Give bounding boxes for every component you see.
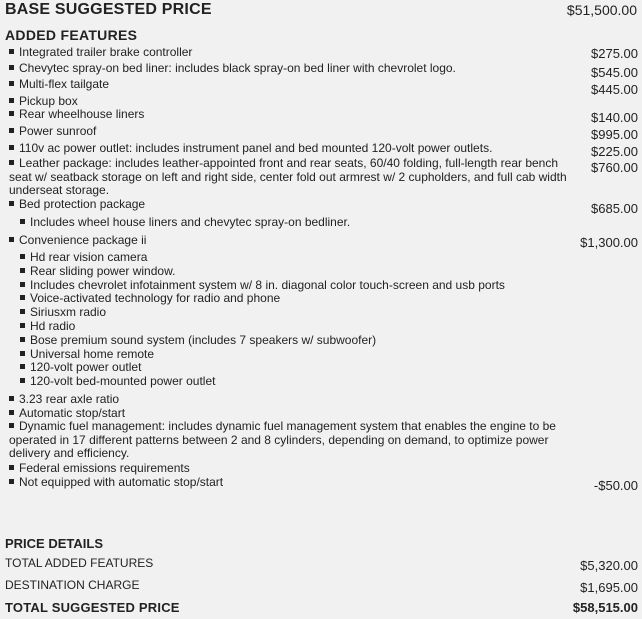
list-item: Includes chevrolet infotainment system w/ 8 in. diagonal color touch-screen and usb ports <box>20 279 570 293</box>
list-item: 120-volt bed-mounted power outlet <box>20 375 570 389</box>
bullet-icon <box>9 49 14 54</box>
list-item: Integrated trailer brake controller <box>9 46 575 60</box>
base-price-title: BASE SUGGESTED PRICE <box>5 1 212 18</box>
bullet-icon <box>9 98 14 103</box>
bullet-icon <box>9 410 14 415</box>
list-item: Convenience package ii <box>9 234 575 248</box>
bullet-icon <box>9 145 14 150</box>
list-item: Bose premium sound system (includes 7 speakers w/ subwoofer) <box>20 334 570 348</box>
list-item: Leather package: includes leather-appointed front and rear seats, 60/40 folding, full-length rear bench seat w/ seatback storage on left and right side, center fold out armrest w/ 2 cupholders, and full cab width underseat storage. <box>9 156 567 197</box>
total-suggested-price-label: TOTAL SUGGESTED PRICE <box>5 600 180 615</box>
item-price: $995.00 <box>591 127 638 142</box>
list-item: Voice-activated technology for radio and phone <box>20 292 570 306</box>
list-item: Bed protection package <box>9 198 575 212</box>
bullet-icon <box>9 111 14 116</box>
bullet-icon <box>20 268 25 273</box>
bullet-icon <box>9 465 14 470</box>
bullet-icon <box>20 378 25 383</box>
bullet-icon <box>20 295 25 300</box>
total-added-features-label: TOTAL ADDED FEATURES <box>5 556 154 570</box>
item-price: $275.00 <box>591 46 638 61</box>
destination-charge-value: $1,695.00 <box>580 580 638 595</box>
list-item: Hd radio <box>20 320 570 334</box>
bullet-icon <box>9 479 14 484</box>
bullet-icon <box>9 237 14 242</box>
list-item: Dynamic fuel management: includes dynamic fuel management system that enables the engine to be operated in 17 different patterns between 2 and 8 cylinders, depending on demand, to optimize power delivery and efficiency. <box>9 419 556 460</box>
list-item: Siriusxm radio <box>20 306 570 320</box>
added-features-title: ADDED FEATURES <box>5 27 138 43</box>
bullet-icon <box>20 219 25 224</box>
bullet-icon <box>20 364 25 369</box>
bullet-icon <box>9 65 14 70</box>
bullet-icon <box>9 160 14 165</box>
total-suggested-price-value: $58,515.00 <box>572 600 638 615</box>
list-item: Rear wheelhouse liners <box>9 108 575 122</box>
bullet-icon <box>20 282 25 287</box>
bullet-icon <box>9 423 14 428</box>
list-item: Rear sliding power window. <box>20 265 570 279</box>
list-item: Universal home remote <box>20 348 570 362</box>
list-item: Federal emissions requirements <box>9 462 575 476</box>
list-item: Multi-flex tailgate <box>9 78 575 92</box>
item-price: $225.00 <box>591 144 638 159</box>
item-price: $140.00 <box>591 110 638 125</box>
list-item: Pickup box <box>9 95 575 109</box>
list-item: Includes wheel house liners and chevytec spray-on bedliner. <box>20 216 570 230</box>
item-price: -$50.00 <box>593 478 638 493</box>
bullet-icon <box>9 81 14 86</box>
bullet-icon <box>20 309 25 314</box>
base-price-value: $51,500.00 <box>566 2 637 18</box>
price-details-title: PRICE DETAILS <box>5 536 103 551</box>
bullet-icon <box>9 201 14 206</box>
bullet-icon <box>9 128 14 133</box>
bullet-icon <box>20 323 25 328</box>
bullet-icon <box>9 396 14 401</box>
item-price: $685.00 <box>591 201 638 216</box>
destination-charge-label: DESTINATION CHARGE <box>5 578 140 592</box>
list-item: Automatic stop/start <box>9 407 575 421</box>
item-price: $1,300.00 <box>580 235 638 250</box>
bullet-icon <box>20 254 25 259</box>
item-price: $760.00 <box>591 160 638 175</box>
item-price: $545.00 <box>591 65 638 80</box>
list-item: 120-volt power outlet <box>20 361 570 375</box>
list-item: Power sunroof <box>9 125 575 139</box>
list-item: 3.23 rear axle ratio <box>9 393 575 407</box>
item-price: $445.00 <box>591 82 638 97</box>
bullet-icon <box>20 351 25 356</box>
list-item: Hd rear vision camera <box>20 251 570 265</box>
bullet-icon <box>20 337 25 342</box>
list-item: Chevytec spray-on bed liner: includes black spray-on bed liner with chevrolet logo. <box>9 62 575 76</box>
list-item: 110v ac power outlet: includes instrument panel and bed mounted 120-volt power outlets. <box>9 142 575 156</box>
total-added-features-value: $5,320.00 <box>580 558 638 573</box>
list-item: Not equipped with automatic stop/start <box>9 476 575 490</box>
